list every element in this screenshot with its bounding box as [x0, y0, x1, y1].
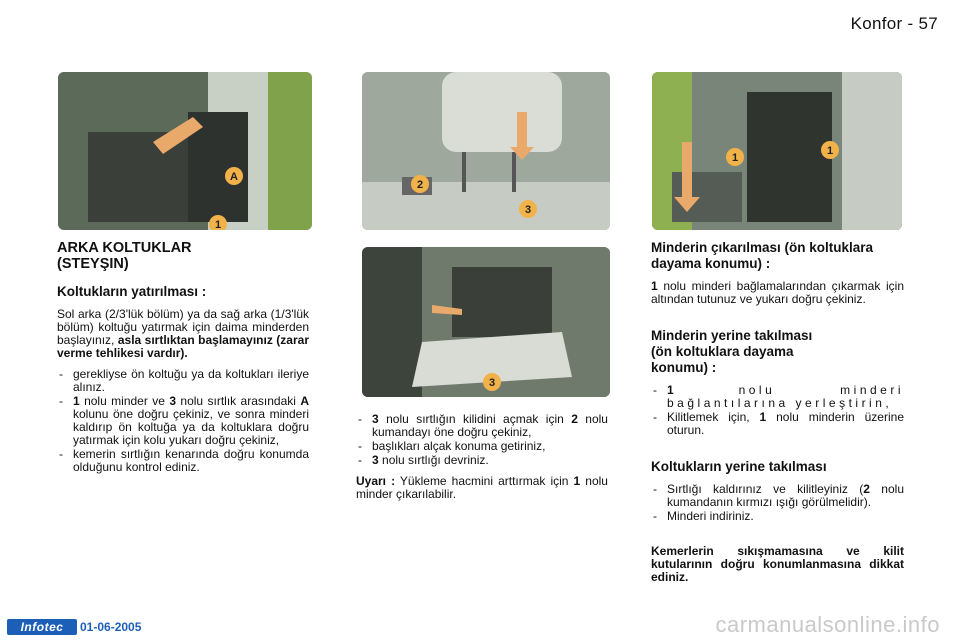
subheading: Koltukların yatırılması : — [57, 284, 207, 299]
subheading: Minderin yerine takılması (ön koltuklara dayama konumu) : — [651, 328, 813, 375]
headrest-backrest-photo — [362, 72, 610, 230]
page-number: 57 — [918, 14, 938, 33]
section-heading — [57, 240, 309, 272]
site-watermark: carmanualsonline.info — [715, 612, 940, 637]
page-header — [851, 14, 938, 34]
callout-1: 1 — [826, 145, 834, 157]
intro-paragraph: Sol arka (2/3'lük bölüm) ya da sağ arka (1/3'lük bölüm) koltuğu yatırmak için daima minderden başlayınız, asla sırtlıktan başlamayınız (zarar verme tehlikesi vardır). — [57, 307, 309, 360]
callout-2: 2 — [416, 179, 424, 191]
steps-list — [651, 384, 904, 437]
rear-seats-column — [57, 240, 309, 482]
seat-cushion-fold-photo — [58, 72, 312, 230]
backrest-column — [356, 413, 608, 509]
steps-list — [57, 368, 309, 474]
list-item: - gerekliyse ön koltuğu ya da koltukları ileriye alınız. — [57, 368, 309, 394]
subheading: Minderin çıkarılması (ön koltuklara dayama konumu) : — [651, 240, 874, 271]
list-item: - 3 nolu sırtlığı devriniz. — [356, 454, 608, 467]
list-item: - 3 nolu sırtlığın kilidini açmak için 2 nolu kumandayı öne doğru çekiniz, — [356, 413, 608, 439]
callout-3: 3 — [524, 204, 532, 216]
infotec-logo: Infotec — [7, 619, 77, 635]
heading-line: ARKA KOLTUKLAR — [57, 240, 192, 256]
callout-1: 1 — [214, 219, 222, 230]
list-item: - Sırtlığı kaldırınız ve kilitleyiniz (2 nolu kumandanın kırmızı ışığı görülmelidir). — [651, 483, 904, 509]
section-title: Konfor — [850, 14, 903, 33]
callout-1: 1 — [731, 152, 739, 164]
list-item: - Kilitlemek için, 1 nolu minderin üzerine oturun. — [651, 411, 904, 437]
backrest-tip-photo — [362, 247, 610, 397]
callout-a: A — [230, 171, 238, 183]
steps-list — [651, 483, 904, 523]
header-separator: - — [907, 14, 914, 33]
list-item: - 1 nolu minderi bağlantılarına yerleştirin, — [651, 384, 904, 410]
heading-line: (STEYŞIN) — [57, 256, 129, 272]
callout-3: 3 — [488, 377, 496, 389]
cushion-removal-photo — [652, 72, 902, 230]
list-item: - 1 nolu minder ve 3 nolu sırtlık arasındaki A kolunu öne doğru çekiniz, ve sonra minderi kaldırıp ön koltuğa ya da koltuklara doğru yatırmak için kolu yukarı doğru çekiniz, — [57, 395, 309, 447]
list-item: - başlıkları alçak konuma getiriniz, — [356, 440, 608, 453]
caution-note: Kemerlerin sıkışmamasına ve kilit kutularının doğru konumlanmasına dikkat ediniz. — [651, 544, 904, 584]
steps-list — [356, 413, 608, 467]
warning-paragraph: Uyarı : Yükleme hacmini arttırmak için 1 nolu minder çıkarılabilir. — [356, 474, 608, 501]
list-item: - kemerin sırtlığın kenarında doğru konumda olduğunu kontrol ediniz. — [57, 448, 309, 474]
paragraph: 1 nolu minderi bağlamalarından çıkarmak için altından tutunuz ve yukarı doğru çekiniz. — [651, 279, 904, 306]
edition-date: 01-06-2005 — [80, 620, 142, 634]
cushion-column — [651, 240, 904, 584]
subheading: Koltukların yerine takılması — [651, 459, 827, 474]
list-item: - Minderi indiriniz. — [651, 510, 904, 523]
